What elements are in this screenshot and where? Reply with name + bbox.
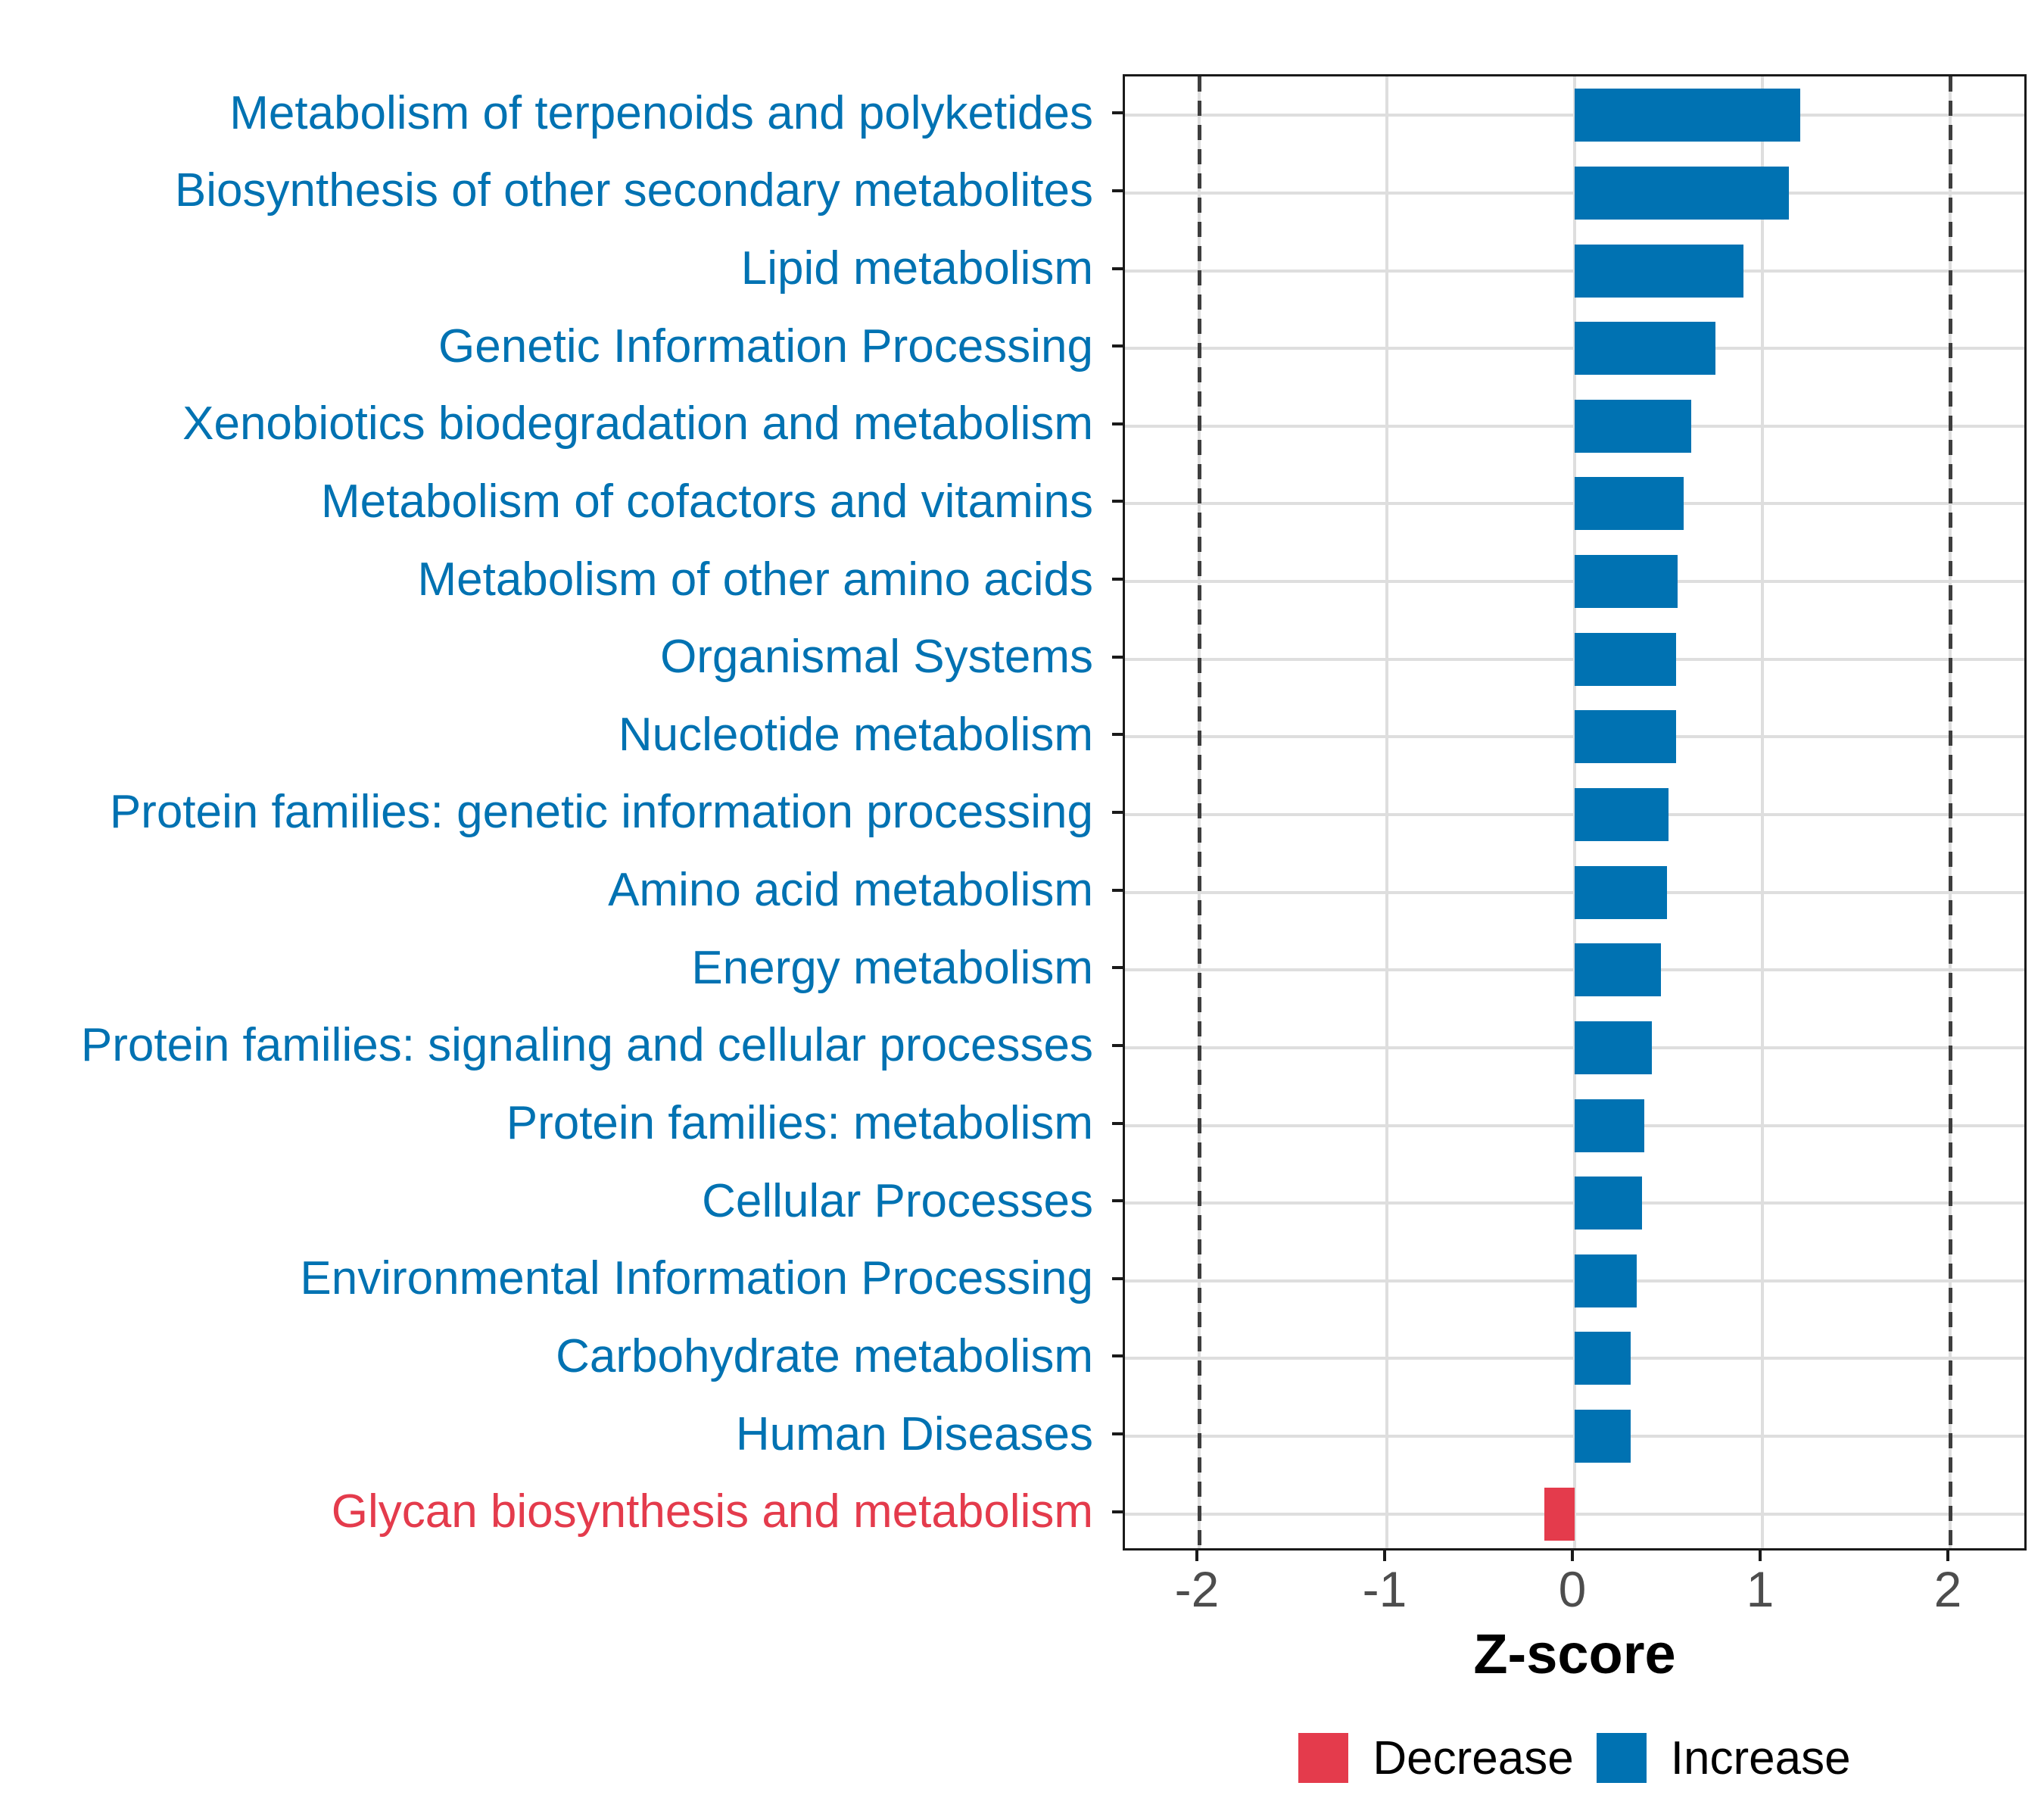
bar xyxy=(1575,1021,1652,1074)
y-axis-tick xyxy=(1112,1199,1123,1202)
y-axis-tick xyxy=(1112,811,1123,814)
legend-item-decrease xyxy=(1298,1731,1573,1785)
category-label: Amino acid metabolism xyxy=(608,864,1093,917)
category-label: Xenobiotics biodegradation and metabolism xyxy=(182,397,1093,450)
bar xyxy=(1575,1177,1642,1230)
bar xyxy=(1575,1332,1631,1385)
x-axis-tick xyxy=(1383,1551,1386,1561)
category-label: Carbohydrate metabolism xyxy=(556,1329,1093,1382)
x-axis-title: Z-score xyxy=(1473,1622,1676,1685)
bar xyxy=(1575,1410,1631,1463)
y-axis-tick xyxy=(1112,344,1123,348)
bar xyxy=(1575,555,1678,608)
bar xyxy=(1575,89,1800,142)
bar xyxy=(1544,1488,1575,1541)
x-axis-tick xyxy=(1946,1551,1949,1561)
category-label: Biosynthesis of other secondary metabolites xyxy=(174,164,1093,217)
y-gridline xyxy=(1125,1513,2024,1516)
y-axis-tick xyxy=(1112,189,1123,192)
category-label: Organismal Systems xyxy=(660,631,1093,684)
bar xyxy=(1575,167,1789,220)
y-axis-tick xyxy=(1112,889,1123,892)
category-label: Cellular Processes xyxy=(702,1174,1093,1227)
bar xyxy=(1575,400,1691,453)
y-axis-tick xyxy=(1112,111,1123,114)
category-label: Environmental Information Processing xyxy=(300,1252,1093,1305)
bar xyxy=(1575,477,1684,530)
y-axis-tick xyxy=(1112,1354,1123,1357)
y-axis-tick xyxy=(1112,500,1123,503)
category-label: Lipid metabolism xyxy=(740,242,1093,295)
y-axis-tick xyxy=(1112,1510,1123,1513)
category-label: Metabolism of cofactors and vitamins xyxy=(321,475,1093,528)
increase-swatch xyxy=(1597,1733,1647,1783)
y-axis-tick xyxy=(1112,733,1123,736)
bar xyxy=(1575,1099,1644,1152)
y-axis-tick xyxy=(1112,578,1123,581)
category-label: Human Diseases xyxy=(735,1407,1093,1460)
bar xyxy=(1575,710,1676,763)
category-label: Genetic Information Processing xyxy=(438,319,1093,372)
y-axis-tick xyxy=(1112,966,1123,969)
x-axis-tick xyxy=(1571,1551,1574,1561)
x-gridline xyxy=(1761,76,1764,1548)
bar xyxy=(1575,245,1743,298)
y-axis-tick xyxy=(1112,422,1123,425)
category-label: Protein families: signaling and cellular processes xyxy=(80,1019,1093,1072)
x-tick-label: -2 xyxy=(1174,1561,1220,1617)
x-gridline xyxy=(1385,76,1388,1548)
y-axis-tick xyxy=(1112,1044,1123,1047)
x-tick-label: 0 xyxy=(1558,1561,1587,1617)
category-label: Metabolism of terpenoids and polyketides xyxy=(229,86,1093,139)
legend xyxy=(1123,1731,2027,1784)
category-label: Nucleotide metabolism xyxy=(618,708,1093,761)
bar xyxy=(1575,322,1715,375)
decrease-swatch xyxy=(1298,1733,1348,1783)
bar xyxy=(1575,943,1661,996)
category-label: Energy metabolism xyxy=(691,941,1093,994)
x-tick-label: -1 xyxy=(1362,1561,1407,1617)
category-label: Protein families: genetic information processing xyxy=(109,786,1093,839)
legend-label-increase: Increase xyxy=(1670,1731,1851,1784)
x-axis-tick xyxy=(1759,1551,1762,1561)
y-axis-tick xyxy=(1112,267,1123,270)
category-label: Protein families: metabolism xyxy=(506,1097,1093,1150)
y-axis-tick xyxy=(1112,1432,1123,1435)
legend-item-increase xyxy=(1597,1731,1851,1785)
category-label: Glycan biosynthesis and metabolism xyxy=(331,1485,1093,1538)
bar xyxy=(1575,788,1669,841)
y-axis-tick xyxy=(1112,656,1123,659)
x-tick-label: 1 xyxy=(1746,1561,1774,1617)
y-axis-tick xyxy=(1112,1277,1123,1280)
bar xyxy=(1575,866,1667,919)
bar xyxy=(1575,633,1676,686)
reference-line-dashed xyxy=(1949,76,1952,1548)
x-axis-tick xyxy=(1195,1551,1198,1561)
category-label: Metabolism of other amino acids xyxy=(417,553,1093,606)
legend-label-decrease: Decrease xyxy=(1373,1731,1574,1784)
y-axis-tick xyxy=(1112,1122,1123,1125)
bar xyxy=(1575,1254,1637,1307)
reference-line-dashed xyxy=(1198,76,1201,1548)
plot-panel xyxy=(1123,74,2027,1551)
x-tick-label: 2 xyxy=(1933,1561,1962,1617)
